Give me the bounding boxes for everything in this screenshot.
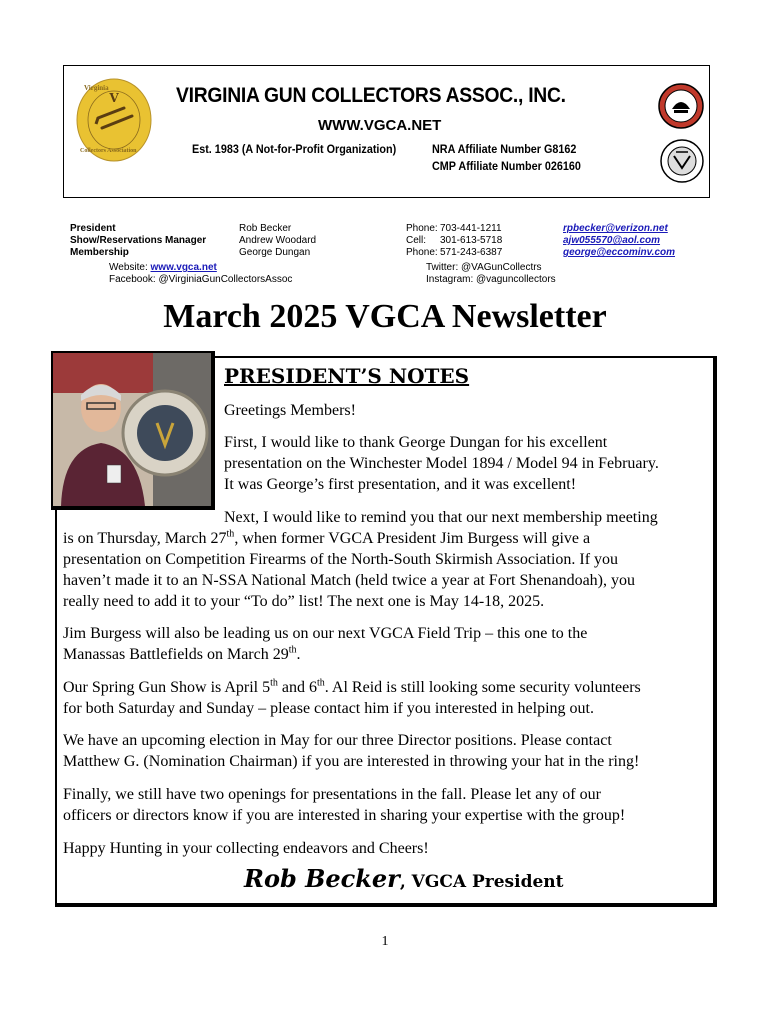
contact-phone-label: Cell:: [406, 235, 427, 246]
notes-paragraph-1: [224, 432, 659, 495]
text-line: presentation on Competition Firearms of the North-South Skirmish Association. If you: [63, 551, 619, 568]
newsletter-title: March 2025 VGCA Newsletter: [163, 298, 607, 335]
superscript: th: [226, 528, 235, 540]
notes-greeting: Greetings Members!: [224, 402, 356, 419]
website-row: [109, 262, 217, 274]
nra-affiliate: NRA Affiliate Number G8162: [432, 142, 577, 156]
org-name: VIRGINIA GUN COLLECTORS ASSOC., INC.: [176, 84, 566, 107]
org-website: WWW.VGCA.NET: [318, 117, 442, 134]
notes-paragraph-6: [63, 784, 625, 826]
text-line: We have an upcoming election in May for our three Director positions. Please contact: [63, 732, 612, 749]
contact-email-link[interactable]: george@eccominv.com: [563, 247, 676, 258]
notes-paragraph-2: [63, 528, 635, 612]
cmp-affiliate: CMP Affiliate Number 026160: [432, 159, 581, 173]
svg-text:V: V: [109, 91, 119, 105]
contact-phone: 301-613-5718: [440, 235, 503, 246]
president-photo: [51, 351, 215, 510]
text-span: Our Spring Gun Show is April 5: [63, 679, 271, 696]
contact-name: Andrew Woodard: [239, 235, 317, 246]
notes-paragraph-5: [63, 730, 639, 772]
notes-closing: Happy Hunting in your collecting endeavors and Cheers!: [63, 840, 429, 857]
text-span: , when former VGCA President Jim Burgess will give a: [234, 530, 591, 547]
superscript: th: [270, 677, 278, 689]
text-line: haven’t made it to an N-SSA National Match (held twice a year at Fort Shenandoah), you: [63, 572, 635, 589]
text-line: for both Saturday and Sunday – please contact him if you interested in helping out.: [63, 700, 594, 717]
contact-name: Rob Becker: [239, 223, 292, 234]
facebook-handle: Facebook: @VirginiaGunCollectorsAssoc: [109, 274, 293, 285]
nra-seal-icon: [658, 83, 704, 129]
text-line: Matthew G. (Nomination Chairman) if you are interested in throwing your hat in the ring!: [63, 753, 640, 770]
text-line: First, I would like to thank George Dungan for his excellent: [224, 434, 608, 451]
contact-role: Show/Reservations Manager: [70, 235, 207, 246]
contact-phone: 571-243-6387: [440, 247, 503, 258]
notes-paragraph-3: [63, 623, 587, 665]
signature-title: , VGCA President: [399, 872, 564, 892]
website-label: Website:: [109, 262, 148, 273]
notes-paragraph-4: [63, 677, 641, 719]
contact-role: Membership: [70, 247, 129, 258]
text-line: [63, 528, 635, 549]
signature-name: Rob Becker: [244, 864, 400, 893]
cmp-seal-icon: [660, 138, 704, 184]
contact-email-link[interactable]: rpbecker@verizon.net: [563, 223, 668, 234]
superscript: th: [288, 644, 297, 656]
text-line: [63, 677, 641, 698]
text-line: really need to add it to your “To do” list! The next one is May 14-18, 2025.: [63, 593, 545, 610]
page-number: 1: [381, 934, 389, 949]
text-span: . Al Reid is still looking some security volunteers: [324, 679, 641, 696]
signature: [244, 864, 564, 893]
instagram-handle: Instagram: @vaguncollectors: [426, 274, 556, 285]
contact-phone-label: Phone:: [406, 247, 438, 258]
notes-heading: PRESIDENT’S NOTES: [224, 364, 470, 388]
established-text: Est. 1983 (A Not-for-Profit Organization): [192, 142, 397, 156]
logo-text-top: Virginia: [84, 84, 109, 92]
text-line: Jim Burgess will also be leading us on our next VGCA Field Trip – this one to the: [63, 625, 588, 642]
text-span: Manassas Battlefields on March 29: [63, 646, 289, 663]
contact-phone: 703-441-1211: [440, 223, 502, 234]
text-line: [63, 644, 587, 665]
logo-text-bottom: Collectors Association: [80, 148, 137, 154]
text-line: presentation on the Winchester Model 1894 / Model 94 in February.: [224, 455, 659, 472]
contact-name: George Dungan: [239, 247, 311, 258]
text-span: is on Thursday, March 27: [63, 530, 227, 547]
twitter-handle: Twitter: @VAGunCollectrs: [426, 262, 542, 273]
text-line: Finally, we still have two openings for presentations in the fall. Please let any of our: [63, 786, 601, 803]
contact-phone-label: Phone:: [406, 223, 438, 234]
text-span: and 6: [277, 679, 318, 696]
text-span: .: [296, 646, 301, 663]
contact-role: President: [70, 223, 116, 234]
contact-email-link[interactable]: ajw055570@aol.com: [563, 235, 661, 246]
website-link[interactable]: www.vgca.net: [150, 262, 217, 273]
superscript: th: [317, 677, 325, 689]
text-line: It was George’s first presentation, and it was excellent!: [224, 476, 577, 493]
text-line: officers or directors know if you are interested in sharing your expertise with the group!: [63, 807, 626, 824]
text-line: Next, I would like to remind you that our next membership meeting: [224, 509, 658, 526]
